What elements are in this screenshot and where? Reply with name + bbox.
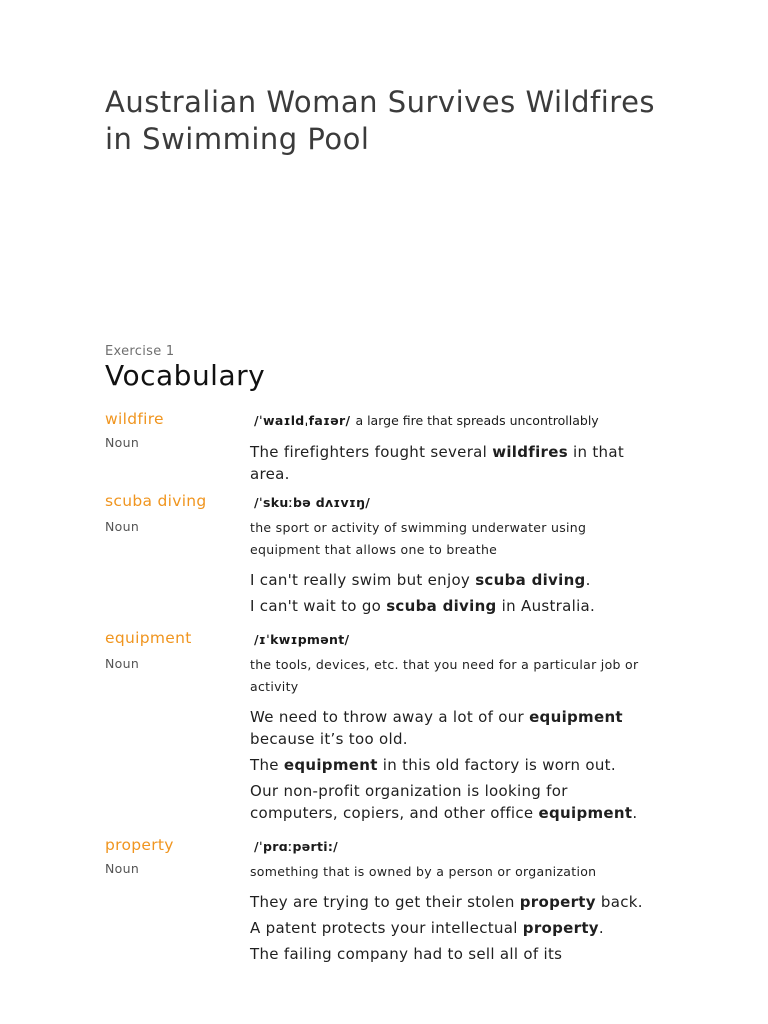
definition: something that is owned by a person or organization <box>250 864 597 879</box>
definition: the tools, devices, etc. that you need for a particular job or activity <box>250 657 639 694</box>
vocab-word: equipment <box>105 629 192 647</box>
vocab-word: wildfire <box>105 410 164 428</box>
example-sentence: The firefighters fought several wildfires in that area. <box>250 443 625 483</box>
example-sentence: The failing company had to sell all of its <box>250 945 563 963</box>
entry-content <box>250 629 655 824</box>
pronunciation: /ˈprɑːpərti:/ <box>254 839 338 854</box>
example-sentence: We need to throw away a lot of our equipment because it’s too old. <box>250 708 623 748</box>
example-sentence: The equipment in this old factory is worn out. <box>250 756 616 774</box>
entry-content <box>250 410 655 485</box>
entry-content <box>250 492 655 617</box>
example-sentence: They are trying to get their stolen property back. <box>250 893 643 911</box>
vocab-word: property <box>105 836 174 854</box>
definition: a large fire that spreads uncontrollably <box>355 413 599 428</box>
part-of-speech: Noun <box>105 861 140 876</box>
example-sentence: A patent protects your intellectual property. <box>250 919 604 937</box>
entry-content <box>250 836 655 965</box>
part-of-speech: Noun <box>105 435 140 450</box>
example-sentence: Our non-profit organization is looking for computers, copiers, and other office equipment. <box>250 782 638 822</box>
pronunciation: /ˈwaɪldˌfaɪər/ <box>254 413 351 428</box>
example-sentence: I can't really swim but enjoy scuba diving. <box>250 571 591 589</box>
pronunciation: /ˈskuːbə dʌɪvɪŋ/ <box>254 495 371 510</box>
pronunciation: /ɪˈkwɪpmənt/ <box>254 632 350 647</box>
part-of-speech: Noun <box>105 656 140 671</box>
vocab-word: scuba diving <box>105 492 207 510</box>
exercise-label: Exercise 1 <box>105 344 175 359</box>
definition: the sport or activity of swimming underwater using equipment that allows one to breathe <box>250 520 587 557</box>
part-of-speech: Noun <box>105 519 140 534</box>
article-title: Australian Woman Survives Wildfires in Swimming Pool <box>105 85 656 156</box>
example-sentence: I can't wait to go scuba diving in Australia. <box>250 597 596 615</box>
section-title: Vocabulary <box>105 359 266 392</box>
